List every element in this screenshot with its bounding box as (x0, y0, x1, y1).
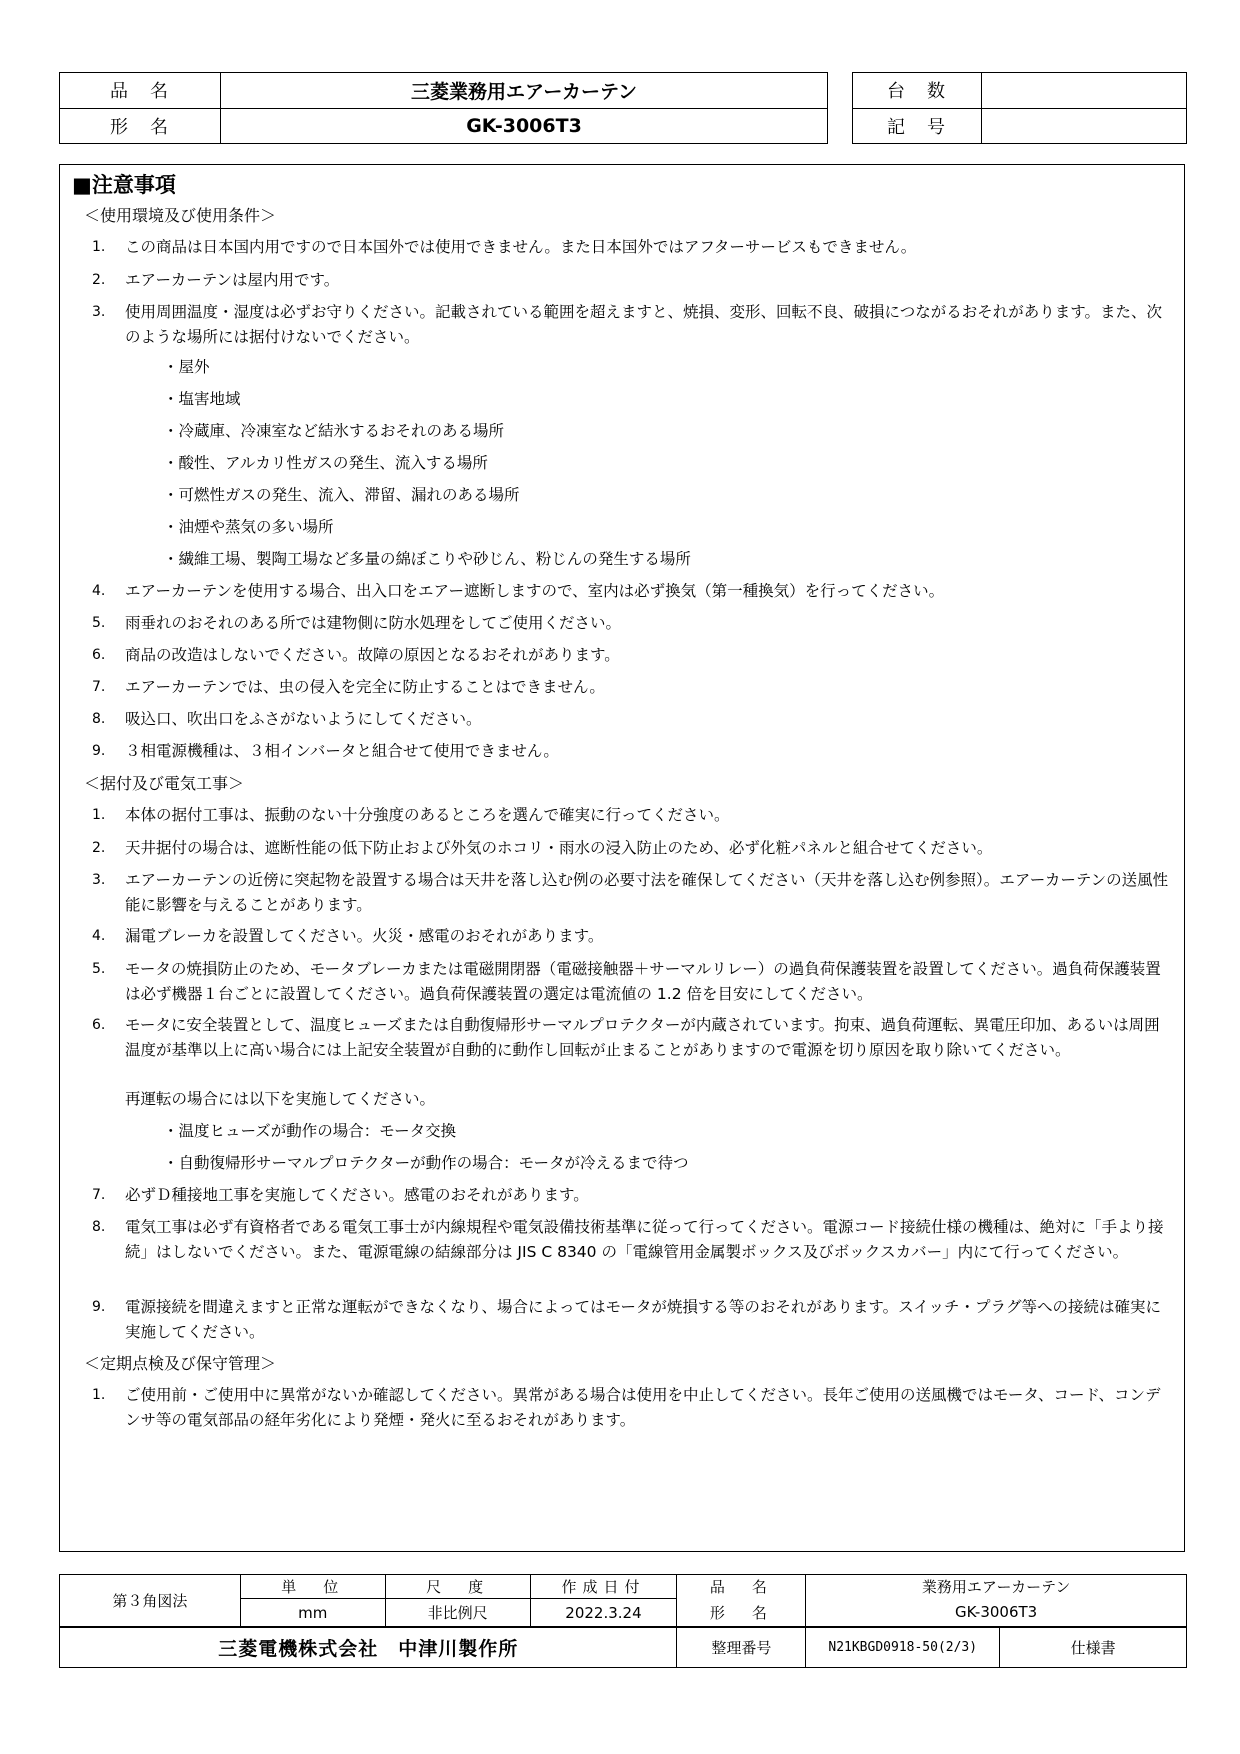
item-text: エアーカーテンは屋内用です。 (125, 271, 340, 289)
sub-item: ・自動復帰形サーマルプロテクターが動作の場合：モータが冷えるまで待つ (163, 1154, 689, 1172)
item-text: 商品の改造はしないでください。故障の原因となるおそれがあります。 (125, 646, 620, 664)
count-label: 台 数 (853, 73, 982, 109)
mark-value (982, 108, 1187, 144)
model-label: 形 名 (677, 1599, 806, 1627)
item-number: 1. (92, 807, 106, 823)
company-name: 三菱電機株式会社 中津川製作所 (60, 1627, 677, 1667)
item-text: 本体の据付工事は、振動のない十分強度のあるところを選んで確実に行ってください。 (125, 806, 730, 824)
sub-item: ・油煙や蒸気の多い場所 (163, 518, 334, 536)
count-table (852, 72, 1187, 144)
item-number: 2. (92, 840, 106, 856)
sub-item: ・繊維工場、製陶工場など多量の綿ぼこりや砂じん、粉じんの発生する場所 (163, 550, 691, 568)
item-number: 3. (92, 304, 106, 320)
item-number: 8. (92, 1219, 106, 1235)
item-number: 1. (92, 239, 106, 255)
restart-text: 再運転の場合には以下を実施してください。 (125, 1090, 436, 1108)
item-text: モータの焼損防止のため、モータブレーカまたは電磁開閉器（電磁接触器＋サーマルリレー）の過負荷保護装置を設置してください。過負荷保護装置は必ず機器１台ごとに設置してください。過負荷保護装置の選定は電流値の 1.2 倍を目安にしてください。 (125, 960, 1161, 1003)
model-name-label: 形 名 (60, 108, 221, 144)
doc-type: 仕様書 (1000, 1627, 1187, 1667)
section-title-installation: ＜据付及び電気工事＞ (84, 774, 245, 793)
notes-title: ■注意事項 (72, 173, 176, 197)
item-text: 天井据付の場合は、遮断性能の低下防止および外気のホコリ・雨水の浸入防止のため、必ず化粧パネルと組合せてください。 (125, 839, 993, 857)
unit-value: mm (240, 1599, 385, 1627)
projection-method: 第３角図法 (60, 1575, 241, 1628)
item-number: 9. (92, 1299, 106, 1315)
product-name-label: 品 名 (60, 73, 221, 109)
item-number: 6. (92, 647, 106, 663)
item-text: 吸込口、吹出口をふさがないようにしてください。 (125, 710, 482, 728)
sub-item: ・屋外 (163, 358, 210, 376)
item-text: この商品は日本国内用ですので日本国外では使用できません。また日本国外ではアフターサービスもできません。 (125, 238, 917, 256)
item-text: ご使用前・ご使用中に異常がないか確認してください。異常がある場合は使用を中止してください。長年ご使用の送風機ではモータ、コード、コンデンサ等の電気部品の経年劣化により発煙・発火に至るおそれがあります。 (125, 1386, 1161, 1429)
sub-item: ・酸性、アルカリ性ガスの発生、流入する場所 (163, 454, 488, 472)
item-text: エアーカーテンでは、虫の侵入を完全に防止することはできません。 (125, 678, 605, 696)
notes-panel (59, 164, 1185, 1552)
item-text: 使用周囲温度・湿度は必ずお守りください。記載されている範囲を超えますと、焼損、変形、回転不良、破損につながるおそれがあります。また、次のような場所には据付けないでください。 (125, 303, 1162, 346)
date-label: 作成日付 (530, 1575, 677, 1599)
ref-number: N21KBGD0918-50(2/3) (806, 1627, 1000, 1667)
item-number: 4. (92, 928, 106, 944)
title-block (59, 1574, 1187, 1668)
item-text: 雨垂れのおそれのある所では建物側に防水処理をしてご使用ください。 (125, 614, 622, 632)
item-number: 2. (92, 272, 106, 288)
item-number: 6. (92, 1017, 106, 1033)
product-name-value: 三菱業務用エアーカーテン (221, 73, 828, 109)
scale-value: 非比例尺 (385, 1599, 530, 1627)
footer-product-value: 業務用エアーカーテン (806, 1575, 1187, 1599)
item-number: 3. (92, 872, 106, 888)
sub-item: ・可燃性ガスの発生、流入、滞留、漏れのある場所 (163, 486, 520, 504)
item-text: 電源接続を間違えますと正常な運転ができなくなり、場合によってはモータが焼損する等のおそれがあります。スイッチ・プラグ等への接続は確実に実施してください。 (125, 1298, 1162, 1341)
item-text: 電気工事は必ず有資格者である電気工事士が内線規程や電気設備技術基準に従って行ってください。電源コード接続仕様の機種は、絶対に「手より接続」はしないでください。また、電源電線の結線部分は JIS C 8340 の「電線管用金属製ボックス及びボックスカバー」内にて行ってください。 (125, 1218, 1164, 1261)
header-block (59, 72, 1187, 144)
sub-item: ・冷蔵庫、冷凍室など結氷するおそれのある場所 (163, 422, 505, 440)
item-text: ３相電源機種は、３相インバータと組合せて使用できません。 (125, 742, 559, 760)
item-number: 9. (92, 743, 106, 759)
item-number: 1. (92, 1387, 106, 1403)
count-value (982, 73, 1187, 109)
product-label: 品 名 (677, 1575, 806, 1599)
sub-item: ・温度ヒューズが動作の場合：モータ交換 (163, 1122, 457, 1140)
title-block-table (59, 1574, 1187, 1668)
item-number: 4. (92, 583, 106, 599)
ref-label: 整理番号 (677, 1627, 806, 1667)
item-number: 8. (92, 711, 106, 727)
section-title-usage: ＜使用環境及び使用条件＞ (84, 206, 277, 225)
model-name-value: GK-3006T3 (221, 108, 828, 144)
item-number: 5. (92, 615, 106, 631)
scale-label: 尺 度 (385, 1575, 530, 1599)
mark-label: 記 号 (853, 108, 982, 144)
item-text: モータに安全装置として、温度ヒューズまたは自動復帰形サーマルプロテクターが内蔵されています。拘束、過負荷運転、異電圧印加、あるいは周囲温度が基準以上に高い場合には上記安全装置が自動的に動作し回転が止まることがありますので電源を切り原因を取り除いてください。 (125, 1016, 1160, 1059)
section-title-maintenance: ＜定期点検及び保守管理＞ (84, 1354, 277, 1373)
item-text: 必ずＤ種接地工事を実施してください。感電のおそれがあります。 (125, 1186, 589, 1204)
sub-item: ・塩害地域 (163, 390, 241, 408)
unit-label: 単 位 (240, 1575, 385, 1599)
item-text: 漏電ブレーカを設置してください。火災・感電のおそれがあります。 (125, 927, 604, 945)
footer-model-value: GK-3006T3 (806, 1599, 1187, 1627)
item-text: エアーカーテンを使用する場合、出入口をエアー遮断しますので、室内は必ず換気（第一種換気）を行ってください。 (125, 582, 945, 600)
item-number: 5. (92, 961, 106, 977)
product-table (59, 72, 828, 144)
item-number: 7. (92, 1187, 106, 1203)
item-number: 7. (92, 679, 106, 695)
item-text: エアーカーテンの近傍に突起物を設置する場合は天井を落し込む例の必要寸法を確保してください（天井を落し込む例参照）。エアーカーテンの送風性能に影響を与えることがあります。 (125, 871, 1169, 914)
date-value: 2022.3.24 (530, 1599, 677, 1627)
